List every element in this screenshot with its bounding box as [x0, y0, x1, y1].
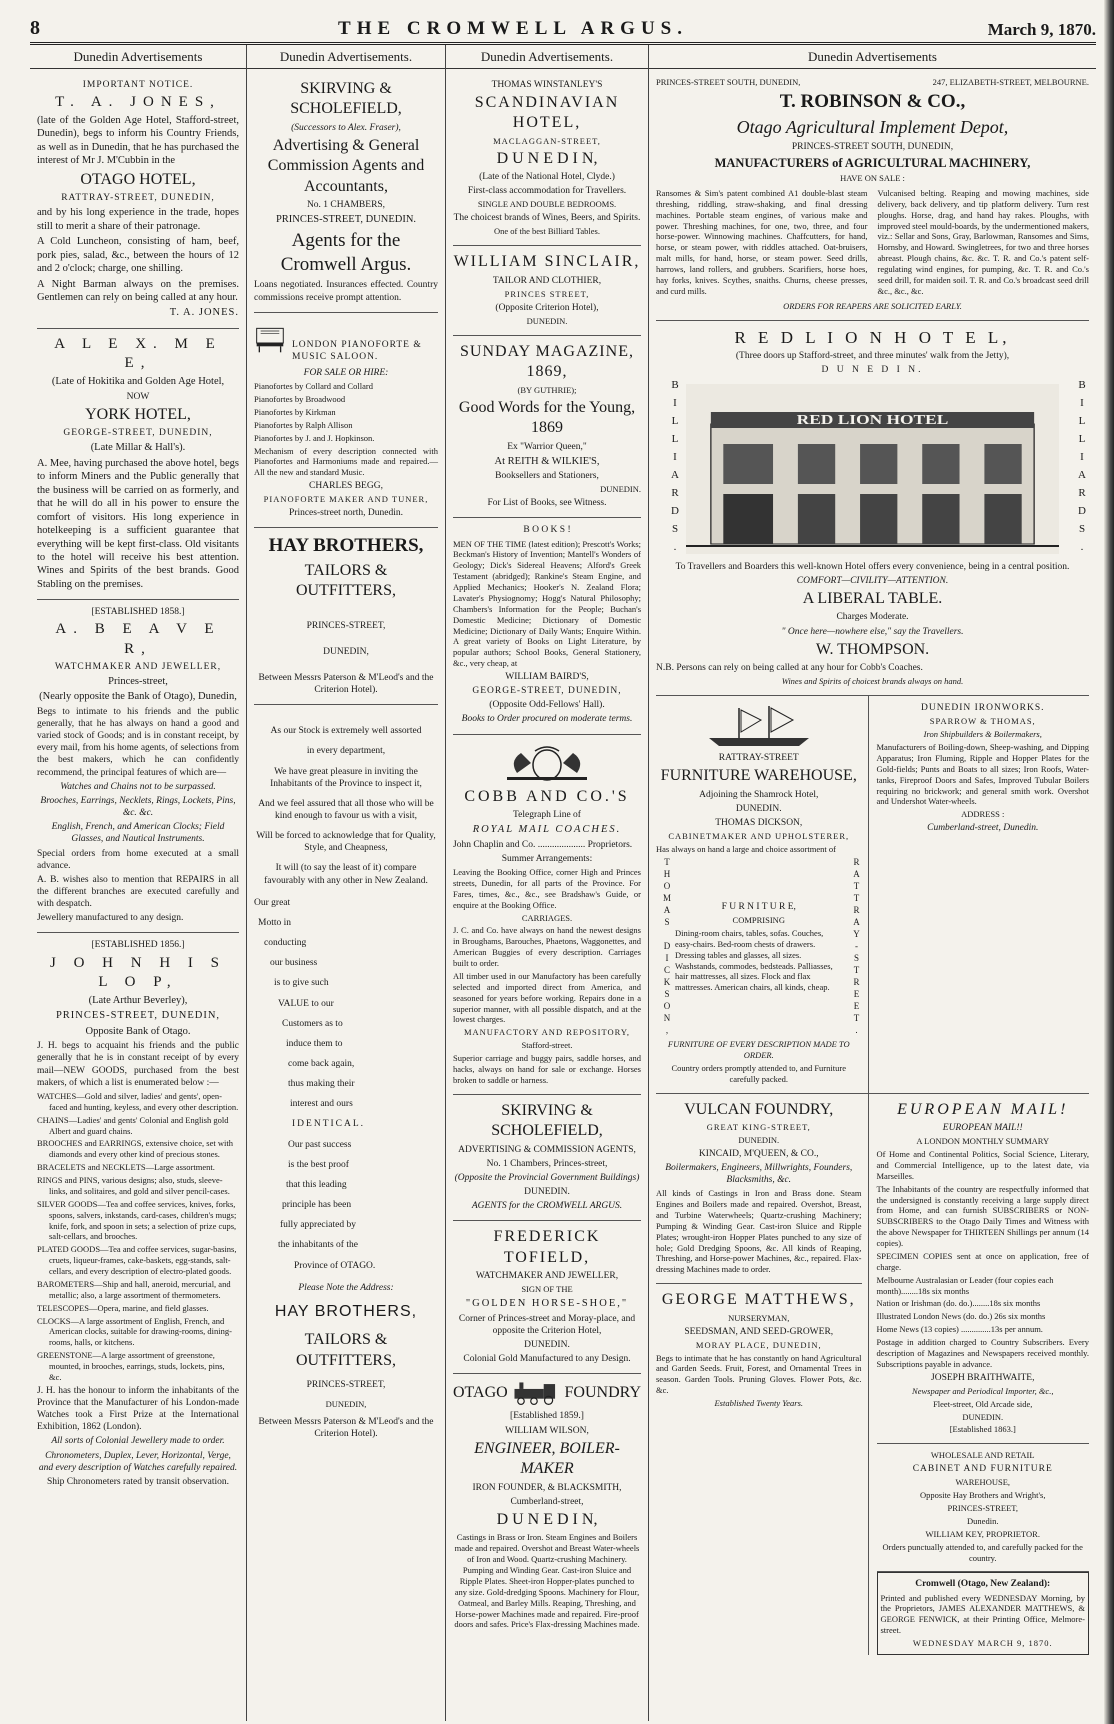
ad-trade: Booksellers and Stationers, [495, 471, 599, 482]
coat-of-arms-image [453, 743, 641, 783]
ad-trade: WATCHMAKER AND JEWELLER, [475, 1271, 619, 1282]
ad-trade: TAILORS & OUTFITTERS, [296, 561, 396, 600]
list-item: Pianofortes by Broadwood [254, 394, 346, 404]
ad-hislop [37, 933, 239, 1496]
list-item: WATCHES—Gold and silver, ladies' and gents', open-faced and hunting, keyless, and every other description. [37, 1090, 239, 1112]
ad-sunday-magazine [453, 336, 641, 519]
issue-date: March 9, 1870. [987, 20, 1096, 39]
ad-line: WAREHOUSE, [955, 1477, 1011, 1488]
ad-name: A. B E A V E R, [55, 621, 221, 657]
ad-body: J. H. has the honour to inform the inhabitants of the Province that the Manufacturer of his London-made Watches took a First Prize at the International Exhibition, 1862 (London). [37, 1385, 239, 1433]
ad-line: Opposite Hay Brothers and Wright's, [920, 1490, 1046, 1501]
two-ad-row [656, 696, 1089, 1093]
motto-line: interest and ours [290, 1099, 353, 1110]
ad-line: D U N E D I N, [496, 149, 598, 167]
ad-address: Cumberland-street, Dunedin. [927, 823, 1039, 834]
ad-established: Established Twenty Years. [714, 1398, 804, 1409]
ad-line: First-class accommodation for Travellers. [467, 186, 627, 197]
ad-address: PRINCES-STREET, DUNEDIN. [275, 214, 417, 226]
ad-name: GEORGE MATTHEWS, [661, 1291, 856, 1309]
motto-line: fully appreciated by [280, 1220, 356, 1231]
ad-address: PRINCES-STREET SOUTH, DUNEDIN, [656, 76, 801, 87]
list-item: Pianofortes by Ralph Allison [254, 419, 353, 430]
ad-body: Mechanism of every description connected with Pianofortes and Harmoniums made and repaired.—All the new and standard Music. [254, 445, 438, 478]
ad-line: DUNEDIN. [524, 1340, 570, 1351]
ad-line: Opposite Bank of Otago. [85, 1025, 191, 1037]
ad-jones [37, 73, 239, 329]
ad-trade: PIANOFORTE MAKER AND TUNER, [263, 494, 429, 505]
ad-line: WILLIAM BAIRD'S, [505, 672, 589, 682]
ad-body: A Cold Luncheon, consisting of ham, beef, pork pies, salad, &c., between the hours of 12 and 2 o'clock; charge, one shilling. [37, 236, 239, 275]
ad-name: OTAGO [453, 1384, 508, 1402]
ad-headline: Good Words for the Young, 1869 [458, 398, 636, 437]
ad-trade: Iron Shipbuilders & Boilermakers, [923, 729, 1042, 740]
ad-mee [37, 329, 239, 600]
ad-line: Country orders promptly attended to, and Furniture carefully packed. [671, 1062, 846, 1084]
piano-icon [254, 317, 286, 361]
ad-line: Charges Moderate. [836, 612, 909, 623]
ad-body: All kinds of Castings in Iron and Brass done. Steam Engines and Boilers made and repaired. Overshot, Breast, and Turbine Waterwheels; Quartz-crushing Machinery; Pumping & Winding Gear. Cast-iron Sluice and Ripple Plates; wrought-iron Hopper Plates punched to any size of hole; Gold Dredging Spoons, &c. All kinds of Reaping, Threshing, and Horse-power Machines, &c., repaired. Flax-dressing Machines made to order. [656, 1188, 862, 1275]
ad-line: RATTRAY-STREET [718, 753, 799, 764]
ad-line: At REITH & WILKIE'S, [494, 455, 600, 467]
ad-address: PRINCES-STREET, [306, 620, 386, 631]
ad-body: Loans negotiated. Insurances effected. Country commissions receive prompt attention. [254, 280, 438, 303]
price-line: Home News (13 copies) ..............13s per annum. [876, 1324, 1043, 1335]
motto-line: our business [270, 958, 318, 969]
ad-address: PRINCES STREET, [504, 288, 590, 299]
ad-signature: T. A. JONES. [169, 307, 239, 319]
ad-body: Dining-room chairs, tables, sofas. Couches, easy-chairs. Bed-room chests of drawers. Dressing tables and glasses, all sizes. Washstands, commodes, bedsteads. Palliasses, hair mattresses, all sizes. Flock and flax mattresses. American chairs, all kinds, cheap. [675, 927, 833, 993]
ad-sinclair [453, 246, 641, 336]
ad-line: (Opposite the Provincial Government Buildings) [454, 1172, 640, 1183]
ad-line: We have great pleasure in inviting the Inhabitants of the Province to inspect it, [270, 766, 422, 789]
motto-line: IDENTICAL. [292, 1119, 366, 1130]
ad-line: SEEDSMAN, AND SEED-GROWER, [684, 1326, 834, 1337]
ad-hotel: OTAGO HOTEL, [80, 170, 196, 188]
ad-line: COMPRISING [732, 915, 785, 926]
ad-line: Will be forced to acknowledge that for Quality, Style, and Cheapness, [256, 831, 436, 854]
imprint-date: WEDNESDAY MARCH 9, 1870. [912, 1638, 1053, 1649]
list-item: BAROMETERS—Ship and hall, aneroid, mercurial, and metallic; also, a large assortment of thermometers. [37, 1278, 231, 1300]
ad-cobb-and-co [453, 735, 641, 1095]
ad-name: CABINET AND FURNITURE [912, 1464, 1053, 1475]
ad-line: FURNITURE OF EVERY DESCRIPTION MADE TO ORDER. [667, 1039, 850, 1060]
ad-name: SUNDAY MAGAZINE, 1869, [460, 342, 634, 381]
price-line: Melbourne Australasian or Leader (four copies each month)........18s six months [876, 1274, 1054, 1296]
ad-line: (Successors to Alex. Fraser), [291, 122, 401, 133]
ad-line: HAVE ON SALE : [840, 173, 905, 183]
side-label: RATTRAY-STREET. [851, 857, 862, 1037]
ad-line: DUNEDIN. [524, 1187, 570, 1198]
ad-line: No. 1 CHAMBERS, [306, 200, 386, 211]
imprint-place: Cromwell (Otago, New Zealand): [915, 1579, 1051, 1590]
list-item: CHAINS—Ladies' and gents' Colonial and English gold Albert and guard chains. [37, 1114, 229, 1136]
ad-line: (Opposite Odd-Fellows' Hall). [489, 700, 605, 711]
ad-line: NOW [126, 391, 150, 402]
motto-line: Our past success [288, 1139, 352, 1150]
page-number: 8 [30, 17, 40, 39]
ad-body: Has always on hand a large and choice assortment of [656, 844, 836, 855]
column-heading: Dunedin Advertisements [649, 47, 1096, 69]
ad-body: J. H. begs to acquaint his friends and the public generally that he is in constant receipt of by every mail—NEW GOODS, purchased from the best makers, of which a list is enumerated below :— [37, 1041, 239, 1088]
ad-dunedin-ironworks [877, 696, 1090, 1092]
ad-line: ADDRESS : [961, 809, 1005, 820]
ad-headline: Agents for the Cromwell Argus. [280, 229, 412, 276]
ad-skirving-scholefield [453, 1095, 641, 1222]
ad-trade: CABINETMAKER AND UPHOLSTERER, [668, 831, 850, 842]
two-ad-row [656, 1094, 1089, 1655]
ad-line: D U N E D I N. [821, 365, 924, 376]
ad-pianoforte [254, 313, 438, 529]
ad-line: DUNEDIN, [325, 1399, 367, 1410]
ad-trade: Newspaper and Periodical Importer, &c., [912, 1385, 1054, 1396]
ad-body: Corner of Princes-street and Moray-place, and opposite the Criterion Hotel, [458, 1313, 636, 1336]
ad-line: THOMAS WINSTANLEY'S [491, 79, 603, 90]
ad-name: A L E X. M E E, [54, 335, 222, 372]
ad-headline: B O O K S ! [523, 525, 571, 536]
motto-line: Customers as to [282, 1018, 343, 1029]
ad-line: Ship Chronometers rated by transit observation. [46, 1476, 230, 1487]
motto-line: Motto in [258, 917, 291, 928]
ad-headline: Otago Agricultural Implement Depot, [736, 116, 1009, 137]
ad-vulcan-foundry [656, 1094, 862, 1285]
ad-line: (Three doors up Stafford-street, and three minutes' walk from the Jetty), [735, 351, 1010, 362]
ad-line: KINCAID, M'QUEEN, & CO., [698, 1148, 819, 1159]
ad-address: 247, ELIZABETH-STREET, MELBOURNE. [932, 76, 1089, 87]
ad-line: ROYAL MAIL COACHES. [472, 824, 622, 836]
ad-line: " Once here—nowhere else," say the Travellers. [781, 626, 964, 637]
hotel-engraving [686, 384, 1059, 554]
ad-george-matthews [656, 1284, 862, 1417]
ad-name: EUROPEAN MAIL! [897, 1100, 1069, 1118]
ad-address: PRINCES-STREET, [947, 1503, 1018, 1514]
ad-trade: ADVERTISING & COMMISSION AGENTS, [458, 1144, 636, 1155]
side-label: BILLIARDS. [1076, 378, 1088, 559]
ad-address: GREAT KING-STREET, [706, 1121, 811, 1132]
price-line: Illustrated London News (do. do.) 26s six months [876, 1311, 1046, 1322]
column-4 [649, 45, 1096, 1721]
ad-hay-brothers [254, 528, 438, 705]
ad-line: No. 1 Chambers, Princes-street, [486, 1158, 608, 1169]
ad-body: A Night Barman always on the premises. Gentlemen can rely on being called at any hour. [37, 278, 239, 303]
ad-line: The choicest brands of Wines, Beers, and Spirits. [453, 213, 641, 224]
ad-line: All sorts of Colonial Jewellery made to order. [51, 1436, 225, 1447]
ad-established: [Established 1863.] [949, 1424, 1016, 1435]
ad-line: JOSEPH BRAITHWAITE, [931, 1372, 1035, 1383]
side-label: THOMAS DICKSON, [662, 857, 672, 1037]
ad-skirving [254, 73, 438, 313]
ad-trade: Boilermakers, Engineers, Millwrights, Founders, Blacksmiths, &c. [665, 1162, 853, 1186]
ad-body: A. Mee, having purchased the above hotel, begs to inform Miners and the Public generally that the business will be carried on as formerly, and that he will do all in his power to ensure the comfort of visitors. His long experience in hotelkeeping is a sufficient guarantee that everything will be kept first-class. Old visitants to the hotel will receive his best attention. Wines and Spirits of the best brands. Good Stabling on the premises. [37, 457, 239, 590]
ad-trade: WATCHMAKER AND JEWELLER, [54, 661, 222, 672]
ad-line: Colonial Gold Manufactured to any Design. [463, 1354, 631, 1365]
ad-line: Brooches, Earrings, Necklets, Rings, Lockets, Pins, &c. &c. [40, 795, 236, 819]
ad-line: Dunedin. [967, 1515, 999, 1526]
ad-headline: F U R N I T U R E, [721, 901, 796, 912]
ad-body: Special orders from home executed at a small advance. [37, 848, 239, 871]
motto-line: principle has been [282, 1200, 352, 1211]
ad-name: SKIRVING & SCHOLEFIELD, [491, 1101, 603, 1140]
ad-line: COMFORT—CIVILITY—ATTENTION. [796, 575, 949, 586]
ad-line: A LONDON MONTHLY SUMMARY [916, 1136, 1050, 1147]
ad-line: THOMAS DICKSON, [715, 818, 803, 829]
ad-european-mail [877, 1094, 1090, 1445]
list-item: SILVER GOODS—Tea and coffee services, knives, forks, spoons, salvers, inkstands, card-cases, children's mugs; knife, fork, and spoon in sets; a selection of prize cups, salt-cellars, and brooches. [37, 1198, 237, 1242]
right-stack [877, 1094, 1090, 1655]
motto-line: VALUE to our [278, 998, 334, 1009]
ad-otago-foundry [453, 1374, 641, 1638]
ad-name: WILLIAM SINCLAIR, [453, 253, 641, 271]
price-line: Nation or Irishman (do. do.)........18s six months [876, 1298, 1041, 1309]
ad-books [453, 518, 641, 734]
list-item: Pianofortes by Kirkman [254, 406, 336, 417]
ad-line: One of the best Billiard Tables. [494, 226, 600, 237]
ad-name: FOUNDRY [564, 1384, 641, 1402]
ad-line: DUNEDIN. [738, 1134, 780, 1145]
ad-body: Leaving the Booking Office, corner High and Princes streets, Dunedin, for all parts of the Province. For Fares, times, &c., &c., see Bradshaw's Guide, or enquire at the Booking Office. [453, 867, 641, 910]
ad-address: PRINCES-STREET, DUNEDIN, [55, 1010, 221, 1022]
list-item: GREENSTONE—A large assortment of greenstone, mounted, in brooches, earrings, studs, lockets, pins, &c. [37, 1350, 225, 1382]
ad-address: MORAY PLACE, DUNEDIN, [695, 1339, 822, 1350]
ad-beaver [37, 600, 239, 933]
ad-body: SPECIMEN COPIES sent at once on application, free of charge. [876, 1250, 1089, 1272]
advert-columns [30, 45, 1096, 1721]
ad-body: and by his long experience in the trade, hopes still to merit a share of their patronage. [37, 207, 239, 232]
imprint-box [877, 1572, 1090, 1655]
ad-line: (Late of Hokitika and Golden Age Hotel, [51, 376, 225, 388]
ad-name: SKIRVING & SCHOLEFIELD, [290, 79, 402, 118]
ad-name: SCANDINAVIAN HOTEL, [474, 93, 620, 132]
ad-address: Princes-street north, Dunedin. [289, 508, 403, 519]
list-item: CLOCKS—A large assortment of English, French, and American clocks, suitable for drawing-rooms, dining-rooms, halls, or kitchens. [37, 1315, 232, 1348]
ad-line: It will (to say the least of it) compare favourably with any other in New Zealand. [264, 863, 428, 886]
ad-line: CARRIAGES. [521, 912, 573, 923]
ad-trade: MANUFACTURERS of AGRICULTURAL MACHINERY, [714, 156, 1031, 170]
ad-line: English, French, and American Clocks; Field Glasses, and Nautical Instruments. [51, 822, 225, 845]
ad-line: (Nearly opposite the Bank of Otago), Dunedin, [39, 691, 237, 703]
motto-line: the inhabitants of the [278, 1240, 358, 1251]
ad-trade: NURSERYMAN, [728, 1312, 790, 1323]
ad-body: Castings in Brass or Iron. Steam Engines and Boilers made and repaired. Overshot and Breast Water-wheels of Iron and Wood. Quartz-crushing Machinery. Pumping and Winding Gear. Cast-iron Sluice and Ripple Plates. Sheet-iron Hopper-plates punched to any size. Gold-dredging Spoons. Machinery for Flour, Oatmeal, and Barley Mills. Reaping, Threshing, and Horse-power Machines made and repaired. Fire-proof doors and safes. Price's Flax-dressing Machines made. [454, 1532, 640, 1630]
paper-title: THE CROMWELL ARGUS. [338, 18, 688, 39]
ad-trade: ENGINEER, BOILER-MAKER [474, 1439, 620, 1478]
ad-line: EUROPEAN MAIL!! [942, 1122, 1023, 1133]
ad-line: DUNEDIN. [600, 484, 641, 495]
ad-name: J O H N H I S L O P, [49, 954, 226, 990]
list-item: Pianofortes by Collard and Collard [254, 381, 373, 392]
ad-line: And we feel assured that all those who will be kind enough to favour us with a visit, [258, 798, 434, 821]
column-2 [247, 45, 446, 1721]
motto-line: come back again, [288, 1059, 355, 1069]
list-item: Pianofortes by J. and J. Hopkinson. [254, 432, 375, 443]
page-edge-shadow [1104, 0, 1114, 1724]
ad-line: Ex "Warrior Queen," [507, 441, 587, 452]
locomotive-icon [508, 1378, 565, 1408]
ad-scandinavian-hotel [453, 73, 641, 247]
masthead [30, 14, 1096, 45]
ad-line: N.B. Persons can rely on being called at any hour for Cobb's Coaches. [656, 663, 923, 674]
ad-body: Begs to intimate that he has constantly on hand Agricultural and Garden Seeds. Fruit, Forest, and Ornamental Trees in season. Garden Tools. Pruning Gloves. Flower Pots, &c. &c. [656, 1352, 862, 1396]
motto-line: induce them to [286, 1038, 343, 1049]
imprint-body: Printed and published every WEDNESDAY Morning, by the Proprietors, JAMES ALEXANDER MATTHEWS, & GEORGE FENWICK, at their Printing Office, Melmore-street. [880, 1592, 1085, 1636]
ad-tofield [453, 1221, 641, 1374]
ad-name: T. A. JONES, [55, 93, 221, 110]
ad-line: D U N E D I N, [496, 1510, 598, 1528]
ad-name: DUNEDIN IRONWORKS. [920, 703, 1045, 714]
ad-furniture-warehouse [656, 696, 869, 1092]
ad-line: (BY GUTHRIE); [517, 384, 577, 395]
ad-body: (late of the Golden Age Hotel, Stafford-street, Dunedin), begs to inform his Country Friends, as well as in Dunedin, that he has purchased the interest of Mr J. M'Cubbin in the [37, 114, 239, 167]
ad-address: PRINCES-STREET SOUTH, DUNEDIN, [791, 141, 954, 152]
ad-body: Superior carriage and buggy pairs, saddle horses, and hacks, always on hand for sale or exchange. Horses broken to saddle or harness. [453, 1053, 641, 1085]
ad-line: Adjoining the Shamrock Hotel, [699, 789, 819, 800]
ad-body: The Inhabitants of the country are respectfully informed that the undersigned is constantly receiving a large supply direct from Home, and can furnish SUBSCRIBERS or NON-SUBSCRIBERS to the Otago Daily Times and Witness with the above Newspaper for THIRTEEN Shillings per annum (14 copies). [876, 1183, 1089, 1248]
motto-line: thus making their [288, 1079, 355, 1090]
ad-trade: Advertising & General Commission Agents and Accountants, [267, 136, 425, 195]
ad-line: ORDERS FOR REAPERS ARE SOLICITED EARLY. [783, 300, 962, 311]
ad-name: HAY BROTHERS, [268, 535, 424, 557]
ad-body: To Travellers and Boarders this well-known Hotel offers every convenience, being in a central position. [675, 561, 1070, 572]
ad-line: Princes-street, [108, 675, 168, 687]
ad-line: Between Messrs Paterson & M'Leod's and the Criterion Hotel). [258, 672, 434, 696]
ad-cabinet-warehouse [877, 1444, 1090, 1572]
ad-body: Vulcanised belting. Reaping and mowing machines, side delivery, back delivery, and tip platform delivery. Turn rest ploughs. Horse, drag, and hand hay rakes. Ploughs, with improved steel mould-boards, by the undermentioned makers, viz.: Sellar and Sons, Gray, Barlowman, Ransomes and Sims, Hornsby, and Howard. Swingletrees, for two and three horses abreast. Plough chains, &c. &c. T. R. and Co.'s patent self-regulating wind engines, for pumping, &c. T. R. and Co.'s seed drill, for maiden soil. T. R. and Co.'s broadcast seed drill &c., &c., &c. [877, 187, 1089, 296]
ad-line: (Late of the National Hotel, Clyde.) [479, 172, 615, 183]
ad-name: FREDERICK TOFIELD, [493, 1228, 601, 1266]
ad-line: Please Note the Address: [298, 1282, 394, 1293]
ad-line: WILLIAM KEY, PROPRIETOR. [925, 1528, 1040, 1539]
ad-body: All timber used in our Manufactory has been carefully selected and imported direct from America, and seasoned for years before working. Repairs done in a superior manner, with all possible dispatch, and at the lowest charges. [453, 970, 641, 1025]
ad-name: W. THOMPSON. [815, 640, 930, 658]
motto-line: conducting [264, 938, 307, 949]
motto-line: Our great [254, 897, 291, 908]
ad-name: R E D L I O N H O T E L, [734, 327, 1011, 347]
ad-line: MANUFACTORY AND REPOSITORY, [463, 1027, 631, 1038]
ad-line: (Late Millar & Hall's). [90, 442, 186, 454]
ad-line: SIGN OF THE [521, 1284, 573, 1295]
crest-icon [497, 743, 597, 783]
ad-line: DUNEDIN, [323, 646, 369, 657]
ad-body: Postage in addition charged to Country Subscribers. Every description of Magazines and Newspapers received monthly. Subscriptions payable in advance. [876, 1337, 1089, 1369]
ad-red-lion-hotel [656, 321, 1089, 697]
ad-address: MACLAGGAN-STREET, [493, 135, 601, 146]
list-item: RINGS and PINS, various designs; also, studs, sleeve-links, and solitaires, and gold and silver pencil-cases. [37, 1175, 230, 1196]
motto-line: is to give such [274, 978, 329, 989]
ad-name: HAY BROTHERS, [274, 1302, 418, 1320]
ad-name: COBB AND CO.'S [464, 787, 630, 805]
ad-line: A LIBERAL TABLE. [802, 589, 943, 607]
ad-name: T. ROBINSON & CO., [779, 90, 966, 112]
ad-body: Jewellery manufactured to any design. [37, 913, 184, 924]
ad-established: [ESTABLISHED 1856.] [91, 940, 185, 951]
hotel-sign: RED LION HOTEL [796, 412, 949, 428]
ad-line: Stafford-street. [521, 1040, 573, 1051]
ad-body: MEN OF THE TIME (latest edition); Prescott's Works; Beckman's History of Invention; Mantell's Wonders of Geology; Dick's Sidereal Heavens; Alford's Greek Testament (abridged); Rankine's Steam Engine, and Applied Mechanics; Hooker's N. Zealand Flora; Lavater's Physiognomy; Hogg's Natural Philosophy; Chambers's Information for the People; Buchan's Domestic Medicine; Dictionary of Domestic Medicine; Dictionary of Daily Wants; Enquire Within. A great variety of Books on Light Literature, by popular authors; School Books, General Stationery, &c., very cheap, at [453, 538, 641, 669]
column-1 [30, 45, 247, 1721]
ad-line: (Late Arthur Beverley), [88, 995, 188, 1006]
ad-hay-brothers-stock [254, 705, 438, 1448]
ad-line: Telegraph Line of [513, 810, 581, 821]
ad-line: Wines and Spirits of choicest brands always on hand. [781, 676, 964, 687]
ad-address: GEORGE-STREET, DUNEDIN, [472, 686, 622, 697]
side-label: BILLIARDS. [669, 378, 681, 559]
list-item: BROOCHES and EARRINGS, extensive choice, set with diamonds and every other kind of precious stones. [37, 1138, 233, 1160]
ad-line: Between Messrs Paterson & M'Leod's and the Criterion Hotel). [258, 1417, 434, 1440]
ad-line: SPARROW & THOMAS, [929, 716, 1036, 727]
ad-line: Orders punctually attended to, and carefully packed for the country. [882, 1541, 1083, 1563]
ad-body: A. B. wishes also to mention that REPAIRS in all the different branches are executed carefully and with despatch. [37, 874, 239, 910]
ad-address: PRINCES-STREET, [306, 1380, 386, 1391]
ad-name: LONDON PIANOFORTE & MUSIC SALOON. [291, 339, 422, 362]
ad-address: Cumberland-street, [510, 1496, 584, 1507]
ad-line: in every department, [306, 746, 386, 757]
list-item: BRACELETS and NECKLETS—Large assortment. [37, 1162, 215, 1173]
ad-line: Watches and Chains not to be surpassed. [60, 781, 216, 792]
column-3 [446, 45, 649, 1721]
ad-line: SINGLE AND DOUBLE BEDROOMS. [477, 199, 617, 210]
ad-trade: TAILORS & OUTFITTERS, [296, 1331, 396, 1369]
motto-line: that this leading [286, 1179, 347, 1190]
left-stack [656, 1094, 869, 1655]
ad-name: VULCAN FOUNDRY, [684, 1100, 834, 1118]
ship-icon [699, 704, 819, 748]
column-heading: Dunedin Advertisements. [446, 47, 648, 69]
ad-name: FURNITURE WAREHOUSE, [660, 767, 857, 785]
ad-trade: TAILOR AND CLOTHIER, [492, 275, 602, 286]
ad-body: Of Home and Continental Politics, Social Science, Literary, and Commercial Intelligence, up to the latest date, via Marseilles. [876, 1149, 1089, 1181]
ad-line: Books to Order procured on moderate terms. [461, 714, 633, 725]
ad-line: John Chaplin and Co. .................... Proprietors. [453, 839, 633, 850]
column-heading: Dunedin Advertisements [30, 47, 246, 69]
ad-line: DUNEDIN. [526, 315, 568, 326]
ad-line: "GOLDEN HORSE-SHOE," [465, 1298, 629, 1310]
column-heading: Dunedin Advertisements. [247, 47, 445, 69]
ad-line: (Opposite Criterion Hotel), [495, 302, 599, 313]
ad-line: For List of Books, see Witness. [487, 498, 607, 509]
motto-line: Province of OTAGO. [294, 1260, 376, 1271]
ad-line: WILLIAM WILSON, [505, 1425, 589, 1436]
ad-line: IRON FOUNDER, & BLACKSMITH, [472, 1482, 622, 1493]
ship-engraving [656, 704, 862, 748]
ad-line: DUNEDIN. [962, 1411, 1004, 1422]
ad-line: WHOLESALE AND RETAIL [930, 1450, 1035, 1461]
ad-body: Manufacturers of Boiling-down, Sheep-washing, and Dipping Apparatus; Iron Fluming, Ripple and Hopper Plates for the Gold-fields; Punts and Boats to all sizes; Iron Roofs, Water-tanks, Fireproof Doors and Safes, Improved Tubular Boilers requiring no brickwork; and general smith work. Overshot and Undershot Water-wheels. [876, 742, 1089, 807]
ad-line: Chronometers, Duplex, Lever, Horizontal, Verge, and every description of Watches carefully repaired. [38, 1450, 238, 1473]
ad-hotel: YORK HOTEL, [85, 405, 191, 423]
ad-line: CHARLES BEGG, [309, 481, 383, 492]
motto-line: is the best proof [288, 1159, 349, 1170]
ad-address: Fleet-street, Old Arcade side, [933, 1398, 1033, 1409]
list-item: PLATED GOODS—Tea and coffee services, sugar-basins, cruets, liqueur-frames, cake-baskets, egg-stands, salt-cellars, and every description of electro-plated goods. [37, 1244, 237, 1277]
ad-body: J. C. and Co. have always on hand the newest designs in Broughams, Barouches, Phaetons, Waggonettes, and American Buggies of every description. Carriages built to order. [453, 925, 641, 968]
ad-established: [ESTABLISHED 1858.] [91, 607, 185, 618]
ad-address: GEORGE-STREET, DUNEDIN, [63, 428, 213, 439]
ad-line: AGENTS for the CROMWELL ARGUS. [471, 1201, 623, 1212]
motto-block [254, 897, 438, 1272]
ad-line: DUNEDIN. [735, 803, 782, 814]
ad-line: As our Stock is extremely well assorted [270, 726, 422, 737]
notice-heading: IMPORTANT NOTICE. [82, 79, 194, 90]
ad-established: [Established 1859.] [510, 1411, 584, 1422]
ad-body: Ransomes & Sim's patent combined A1 double-blast steam threshing, riddling, straw-shaking, and final dressing machines. Portable steam engines, of various make and power. Threshing machines, for one, two, three, and four horse-power. Winnowing machines. Chaffcutters, for hand, horse, or steam power, with riddles attached. Oat-bruisers, malt mills, for hand, horse, or steam power. Seed drills, harrows, land rollers, and grubbers. Scarifiers, horse hoes, hay forks, knives. Scythes, snaiths. Churns, cheese presses, and curd mills. [656, 187, 868, 296]
ad-address: RATTRAY-STREET, DUNEDIN, [61, 193, 215, 204]
list-item: TELESCOPES—Opera, marine, and field glasses. [37, 1302, 209, 1313]
ad-line: FOR SALE OR HIRE: [303, 367, 389, 378]
ad-line: Summer Arrangements: [501, 853, 593, 864]
ad-robinson [656, 73, 1089, 321]
ad-body: Begs to intimate to his friends and the public generally, that he has always on hand a good and varied stock of Goods; and is in constant receipt, by every mail, from his home agents, of selections from the best makers, which he can confidently recommend, the principal features of which are— [37, 706, 239, 778]
